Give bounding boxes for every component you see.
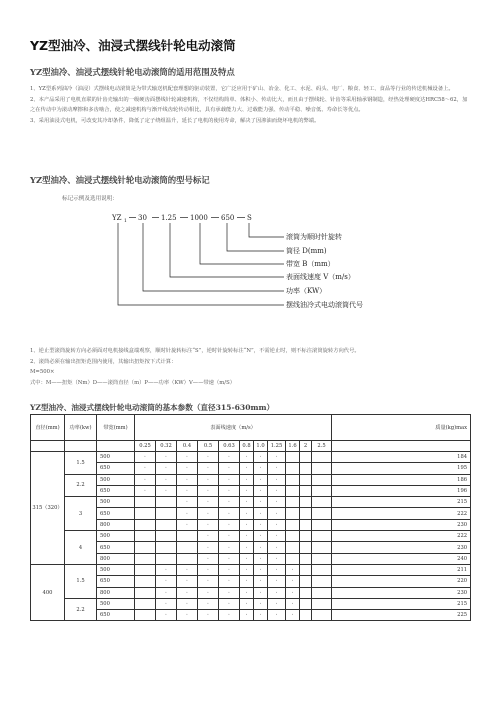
cell-speed-mark: · <box>135 452 156 463</box>
table-row <box>31 564 471 575</box>
legend-rotation: 滚筒为顺时针旋转 <box>286 233 342 241</box>
speed-value: 0.5 <box>198 441 219 452</box>
cell-speed-mark: · <box>156 576 177 587</box>
cell-speed-mark: · <box>268 531 286 542</box>
cell-speed-mark: · <box>240 587 254 598</box>
cell-speed-mark <box>156 542 177 553</box>
cell-belt: 650 <box>97 463 135 474</box>
cell-weight: 225 <box>332 610 471 621</box>
speed-value: 0.4 <box>177 441 198 452</box>
spec-body <box>31 441 471 621</box>
cell-speed-mark <box>300 542 312 553</box>
cell-speed-mark <box>135 564 156 575</box>
cell-speed-mark: · <box>268 587 286 598</box>
cell-speed-mark: · <box>198 452 219 463</box>
cell-weight: 195 <box>332 463 471 474</box>
speed-value: 2 <box>300 441 312 452</box>
cell-speed-mark <box>177 542 198 553</box>
cell-speed-mark: · <box>268 553 286 564</box>
cell-speed-mark: · <box>135 485 156 496</box>
code-belt: 1000 <box>190 214 208 222</box>
table-row <box>31 463 471 474</box>
cell-speed-mark <box>312 564 332 575</box>
cell-speed-mark: · <box>177 463 198 474</box>
cell-speed-mark <box>312 497 332 508</box>
cell-speed-mark: · <box>240 576 254 587</box>
cell-weight: 184 <box>332 452 471 463</box>
cell-speed-mark <box>300 564 312 575</box>
note-1: 1、逆止型滚筒旋转方向必须面对电机接线盒端观察，顺时针旋转标注“S”，逆时针旋转标注“N”，不需逆止时，则不标注滚筒旋转方向代号。 <box>30 348 360 354</box>
cell-power: 2.2 <box>65 598 97 621</box>
cell-speed-mark <box>286 508 300 519</box>
cell-speed-mark: · <box>219 553 240 564</box>
cell-speed-mark <box>156 519 177 530</box>
table-row <box>31 474 471 485</box>
legend-power: 功率（KW） <box>286 287 327 295</box>
code-power: 30 <box>138 214 147 222</box>
speed-row-blank <box>31 441 65 452</box>
cell-speed-mark: · <box>268 463 286 474</box>
table-row <box>31 452 471 463</box>
cell-speed-mark: · <box>156 587 177 598</box>
cell-speed-mark <box>312 610 332 621</box>
cell-speed-mark <box>312 485 332 496</box>
cell-speed-mark: · <box>198 587 219 598</box>
table-row <box>31 576 471 587</box>
cell-speed-mark: · <box>268 598 286 609</box>
cell-speed-mark: · <box>135 474 156 485</box>
cell-weight: 215 <box>332 598 471 609</box>
cell-speed-mark: · <box>198 485 219 496</box>
cell-speed-mark: · <box>219 531 240 542</box>
cell-weight: 230 <box>332 587 471 598</box>
cell-belt: 800 <box>97 587 135 598</box>
cell-speed-mark: · <box>219 610 240 621</box>
paragraph-2: 2、本产品采用了电机直联的针齿壳输出的一级硬齿面摆线针轮减速机构，不仅结构简单、体积小、传动比大，而且由于摆线轮、针齿等采用轴承钢制造，经热处理硬度达HRC58～62，加之在传动中为滚动摩擦和多齿啮合，使之减速机构与渐开线齿轮传动相比，具有承载能力大、过载能力强、传动平稳、噪音低、寿命长等优点。 <box>30 96 468 113</box>
cell-power: 1.5 <box>65 452 97 475</box>
speed-value: 0.63 <box>219 441 240 452</box>
cell-weight: 220 <box>332 576 471 587</box>
note-2: 2、滚筒必须在输出扭矩范围内使用，其输出扭矩按下式计算： <box>30 358 177 365</box>
cell-speed-mark: · <box>286 598 300 609</box>
cell-speed-mark: · <box>240 564 254 575</box>
cell-speed-mark: · <box>219 598 240 609</box>
cell-speed-mark: · <box>254 531 268 542</box>
section1-heading: YZ型油冷、油浸式摆线针轮电动滚筒的适用范围及特点 <box>30 67 235 77</box>
cell-speed-mark <box>135 497 156 508</box>
speed-value: 2.5 <box>312 441 332 452</box>
cell-speed-mark <box>300 553 312 564</box>
cell-speed-mark: · <box>219 497 240 508</box>
cell-power: 2.2 <box>65 474 97 497</box>
cell-speed-mark: · <box>254 497 268 508</box>
cell-weight: 222 <box>332 508 471 519</box>
cell-speed-mark <box>135 598 156 609</box>
cell-speed-mark: · <box>268 542 286 553</box>
code-sub: 1 <box>124 219 127 224</box>
cell-speed-mark: · <box>254 452 268 463</box>
cell-speed-mark <box>286 519 300 530</box>
cell-belt: 650 <box>97 485 135 496</box>
cell-speed-mark: · <box>268 485 286 496</box>
cell-speed-mark: · <box>198 598 219 609</box>
cell-speed-mark: · <box>286 610 300 621</box>
cell-belt: 500 <box>97 564 135 575</box>
table-row <box>31 553 471 564</box>
cell-speed-mark: · <box>219 564 240 575</box>
cell-speed-mark: · <box>219 485 240 496</box>
cell-speed-mark <box>156 508 177 519</box>
cell-speed-mark: · <box>268 508 286 519</box>
cell-speed-mark: · <box>198 531 219 542</box>
cell-speed-mark: · <box>254 598 268 609</box>
note-formula: M=500× <box>30 369 55 375</box>
cell-belt: 650 <box>97 508 135 519</box>
cell-speed-mark: · <box>198 553 219 564</box>
cell-speed-mark <box>312 463 332 474</box>
cell-speed-mark <box>286 531 300 542</box>
speed-value: 1.25 <box>268 441 286 452</box>
legend-diameter: 筒径 D(mm) <box>286 247 327 255</box>
table-row <box>31 508 471 519</box>
cell-weight: 222 <box>332 531 471 542</box>
cell-speed-mark <box>286 485 300 496</box>
cell-speed-mark <box>312 519 332 530</box>
marking-intro: 标记示例及选用说明： <box>62 196 118 202</box>
cell-speed-mark <box>312 508 332 519</box>
cell-speed-mark: · <box>177 485 198 496</box>
cell-speed-mark <box>312 598 332 609</box>
cell-belt: 650 <box>97 576 135 587</box>
cell-power: 4 <box>65 531 97 565</box>
header-weight: 质量(kg)max <box>332 415 471 441</box>
cell-speed-mark: · <box>177 598 198 609</box>
cell-speed-mark <box>286 452 300 463</box>
cell-speed-mark <box>300 463 312 474</box>
speed-value: 0.25 <box>135 441 156 452</box>
notes-block <box>30 346 470 388</box>
table-row <box>31 598 471 609</box>
cell-speed-mark: · <box>254 508 268 519</box>
cell-speed-mark: · <box>268 610 286 621</box>
cell-speed-mark: · <box>268 474 286 485</box>
cell-speed-mark: · <box>254 576 268 587</box>
model-code-svg <box>108 210 363 320</box>
cell-speed-mark: · <box>240 463 254 474</box>
cell-speed-mark <box>286 542 300 553</box>
cell-speed-mark: · <box>254 463 268 474</box>
cell-speed-mark <box>300 531 312 542</box>
cell-speed-mark: · <box>219 587 240 598</box>
cell-speed-mark <box>135 531 156 542</box>
cell-speed-mark: · <box>286 564 300 575</box>
cell-speed-mark <box>286 553 300 564</box>
cell-speed-mark: · <box>240 598 254 609</box>
cell-belt: 500 <box>97 474 135 485</box>
cell-belt: 500 <box>97 497 135 508</box>
cell-speed-mark: · <box>286 576 300 587</box>
cell-speed-mark: · <box>254 485 268 496</box>
cell-belt: 650 <box>97 610 135 621</box>
cell-speed-mark: · <box>198 474 219 485</box>
speed-row-blank <box>97 441 135 452</box>
header-belt: 带宽(mm) <box>97 415 135 441</box>
speed-value: 0.32 <box>156 441 177 452</box>
cell-speed-mark <box>312 553 332 564</box>
cell-speed-mark: · <box>177 564 198 575</box>
cell-speed-mark: · <box>156 485 177 496</box>
cell-speed-mark: · <box>254 610 268 621</box>
cell-speed-mark <box>312 531 332 542</box>
table-row <box>31 531 471 542</box>
cell-speed-mark <box>286 474 300 485</box>
cell-speed-mark: · <box>156 474 177 485</box>
cell-speed-mark <box>312 542 332 553</box>
cell-speed-mark: · <box>198 610 219 621</box>
cell-speed-mark: · <box>156 463 177 474</box>
leader-lines <box>118 223 284 305</box>
table-row <box>31 519 471 530</box>
section1-body <box>30 84 470 126</box>
speed-value: 0.8 <box>240 441 254 452</box>
cell-speed-mark <box>300 485 312 496</box>
paragraph-1: 1、YZ型系列油冷（油浸）式摆线电动滚筒是为带式输送机配套理想的驱动装置，它广泛应用于矿山、冶金、化工、水泥、码头、电厂、粮食、轻工、食品等行业的传送机械设备上。 <box>30 86 454 92</box>
cell-speed-mark <box>135 576 156 587</box>
cell-speed-mark <box>300 519 312 530</box>
cell-speed-mark <box>312 474 332 485</box>
cell-speed-mark: · <box>268 452 286 463</box>
cell-speed-mark <box>300 452 312 463</box>
cell-speed-mark: · <box>177 452 198 463</box>
cell-diameter: 315（320） <box>31 452 65 565</box>
cell-speed-mark: · <box>219 576 240 587</box>
cell-speed-mark: · <box>156 598 177 609</box>
code-prefix: YZ <box>112 214 122 222</box>
cell-speed-mark: · <box>254 553 268 564</box>
cell-speed-mark: · <box>177 576 198 587</box>
cell-speed-mark: · <box>198 564 219 575</box>
cell-speed-mark: · <box>198 542 219 553</box>
cell-speed-mark: · <box>219 508 240 519</box>
table-row <box>31 587 471 598</box>
cell-speed-mark <box>300 474 312 485</box>
cell-speed-mark: · <box>240 508 254 519</box>
cell-speed-mark <box>135 508 156 519</box>
cell-speed-mark <box>177 553 198 564</box>
cell-weight: 215 <box>332 497 471 508</box>
cell-speed-mark <box>300 610 312 621</box>
cell-speed-mark: · <box>219 519 240 530</box>
cell-speed-mark <box>312 587 332 598</box>
cell-speed-mark: · <box>268 519 286 530</box>
cell-speed-mark: · <box>156 452 177 463</box>
cell-speed-mark <box>300 508 312 519</box>
cell-speed-mark <box>156 497 177 508</box>
cell-speed-mark: · <box>177 519 198 530</box>
cell-speed-mark: · <box>177 497 198 508</box>
speed-value: 1.6 <box>286 441 300 452</box>
cell-belt: 800 <box>97 553 135 564</box>
cell-speed-mark: · <box>240 452 254 463</box>
cell-weight: 211 <box>332 564 471 575</box>
section2-heading: YZ型油冷、油浸式摆线针轮电动滚筒的型号标记 <box>30 175 210 185</box>
cell-belt: 500 <box>97 531 135 542</box>
cell-speed-mark: · <box>177 587 198 598</box>
cell-speed-mark: · <box>198 497 219 508</box>
cell-power: 3 <box>65 497 97 531</box>
note-legend: 式中：M——扭矩（Nm）D——滚筒直径（m）P——功率（KW）V——带速（m/S） <box>30 379 235 386</box>
cell-speed-mark: · <box>254 564 268 575</box>
speed-row-blank <box>332 441 471 452</box>
page-title: YZ型油冷、油浸式摆线针轮电动滚筒 <box>30 38 236 53</box>
header-diameter: 直径(mm) <box>31 415 65 441</box>
cell-speed-mark: · <box>177 474 198 485</box>
cell-speed-mark: · <box>268 564 286 575</box>
cell-speed-mark <box>300 598 312 609</box>
cell-speed-mark: · <box>240 474 254 485</box>
cell-speed-mark <box>286 463 300 474</box>
legend-belt: 带宽 B（mm） <box>286 260 335 268</box>
cell-speed-mark: · <box>219 452 240 463</box>
legend-speed: 表面线速度 V（m/s） <box>286 273 355 281</box>
cell-speed-mark: · <box>198 576 219 587</box>
cell-speed-mark <box>300 587 312 598</box>
cell-speed-mark: · <box>219 463 240 474</box>
header-power: 功率(kw) <box>65 415 97 441</box>
cell-speed-mark <box>135 519 156 530</box>
cell-speed-mark <box>156 553 177 564</box>
cell-speed-mark: · <box>240 553 254 564</box>
cell-speed-mark: · <box>240 497 254 508</box>
cell-speed-mark: · <box>240 485 254 496</box>
cell-speed-mark <box>135 542 156 553</box>
cell-speed-mark <box>286 497 300 508</box>
cell-speed-mark <box>156 531 177 542</box>
cell-speed-mark: · <box>254 474 268 485</box>
cell-weight: 186 <box>332 474 471 485</box>
cell-speed-mark: · <box>254 542 268 553</box>
cell-speed-mark: · <box>240 610 254 621</box>
table-row <box>31 610 471 621</box>
cell-speed-mark: · <box>268 576 286 587</box>
cell-speed-mark <box>135 587 156 598</box>
spec-table <box>30 414 471 621</box>
cell-speed-mark: · <box>268 497 286 508</box>
table-row <box>31 497 471 508</box>
cell-speed-mark: · <box>240 519 254 530</box>
cell-speed-mark: · <box>177 610 198 621</box>
cell-speed-mark: · <box>156 564 177 575</box>
cell-speed-mark: · <box>156 610 177 621</box>
section3-heading: YZ型油冷、油浸式摆线针轮电动滚筒的基本参数（直径315-630mm） <box>30 403 275 412</box>
cell-speed-mark <box>300 497 312 508</box>
cell-belt: 500 <box>97 598 135 609</box>
speed-row <box>31 441 471 452</box>
model-code-diagram <box>108 210 363 320</box>
cell-weight: 240 <box>332 553 471 564</box>
cell-speed-mark: · <box>219 542 240 553</box>
header-row <box>31 415 471 441</box>
cell-speed-mark: · <box>198 508 219 519</box>
cell-power: 1.5 <box>65 564 97 598</box>
cell-belt: 800 <box>97 519 135 530</box>
cell-speed-mark <box>312 576 332 587</box>
cell-speed-mark <box>300 576 312 587</box>
cell-speed-mark <box>135 553 156 564</box>
cell-speed-mark: · <box>198 463 219 474</box>
table-row <box>31 542 471 553</box>
cell-speed-mark <box>312 452 332 463</box>
cell-weight: 230 <box>332 519 471 530</box>
cell-speed-mark: · <box>177 508 198 519</box>
cell-speed-mark: · <box>254 519 268 530</box>
cell-speed-mark: · <box>198 519 219 530</box>
code-speed: 1.25 <box>161 214 177 222</box>
cell-speed-mark: · <box>240 542 254 553</box>
cell-weight: 196 <box>332 485 471 496</box>
header-speed: 表面线速度（m/s） <box>135 415 332 441</box>
code-rotation: S <box>247 214 252 222</box>
cell-belt: 650 <box>97 542 135 553</box>
cell-speed-mark <box>135 610 156 621</box>
cell-speed-mark: · <box>254 587 268 598</box>
cell-diameter: 400 <box>31 564 65 620</box>
cell-speed-mark: · <box>286 587 300 598</box>
table-row <box>31 485 471 496</box>
speed-value: 1.0 <box>254 441 268 452</box>
paragraph-3: 3、采用油浸式电机，可改变其冷却条件，降低了定子绕组温升，延长了电机的使用寿命，解决了因渗油而烧坏电机的弊端。 <box>30 117 320 124</box>
speed-row-blank <box>65 441 97 452</box>
code-diameter: 650 <box>221 214 235 222</box>
cell-speed-mark: · <box>219 474 240 485</box>
cell-weight: 230 <box>332 542 471 553</box>
cell-speed-mark <box>177 531 198 542</box>
cell-belt: 500 <box>97 452 135 463</box>
cell-speed-mark: · <box>240 531 254 542</box>
cell-speed-mark: · <box>135 463 156 474</box>
legend-code: 摆线油冷式电动滚筒代号 <box>286 301 363 309</box>
